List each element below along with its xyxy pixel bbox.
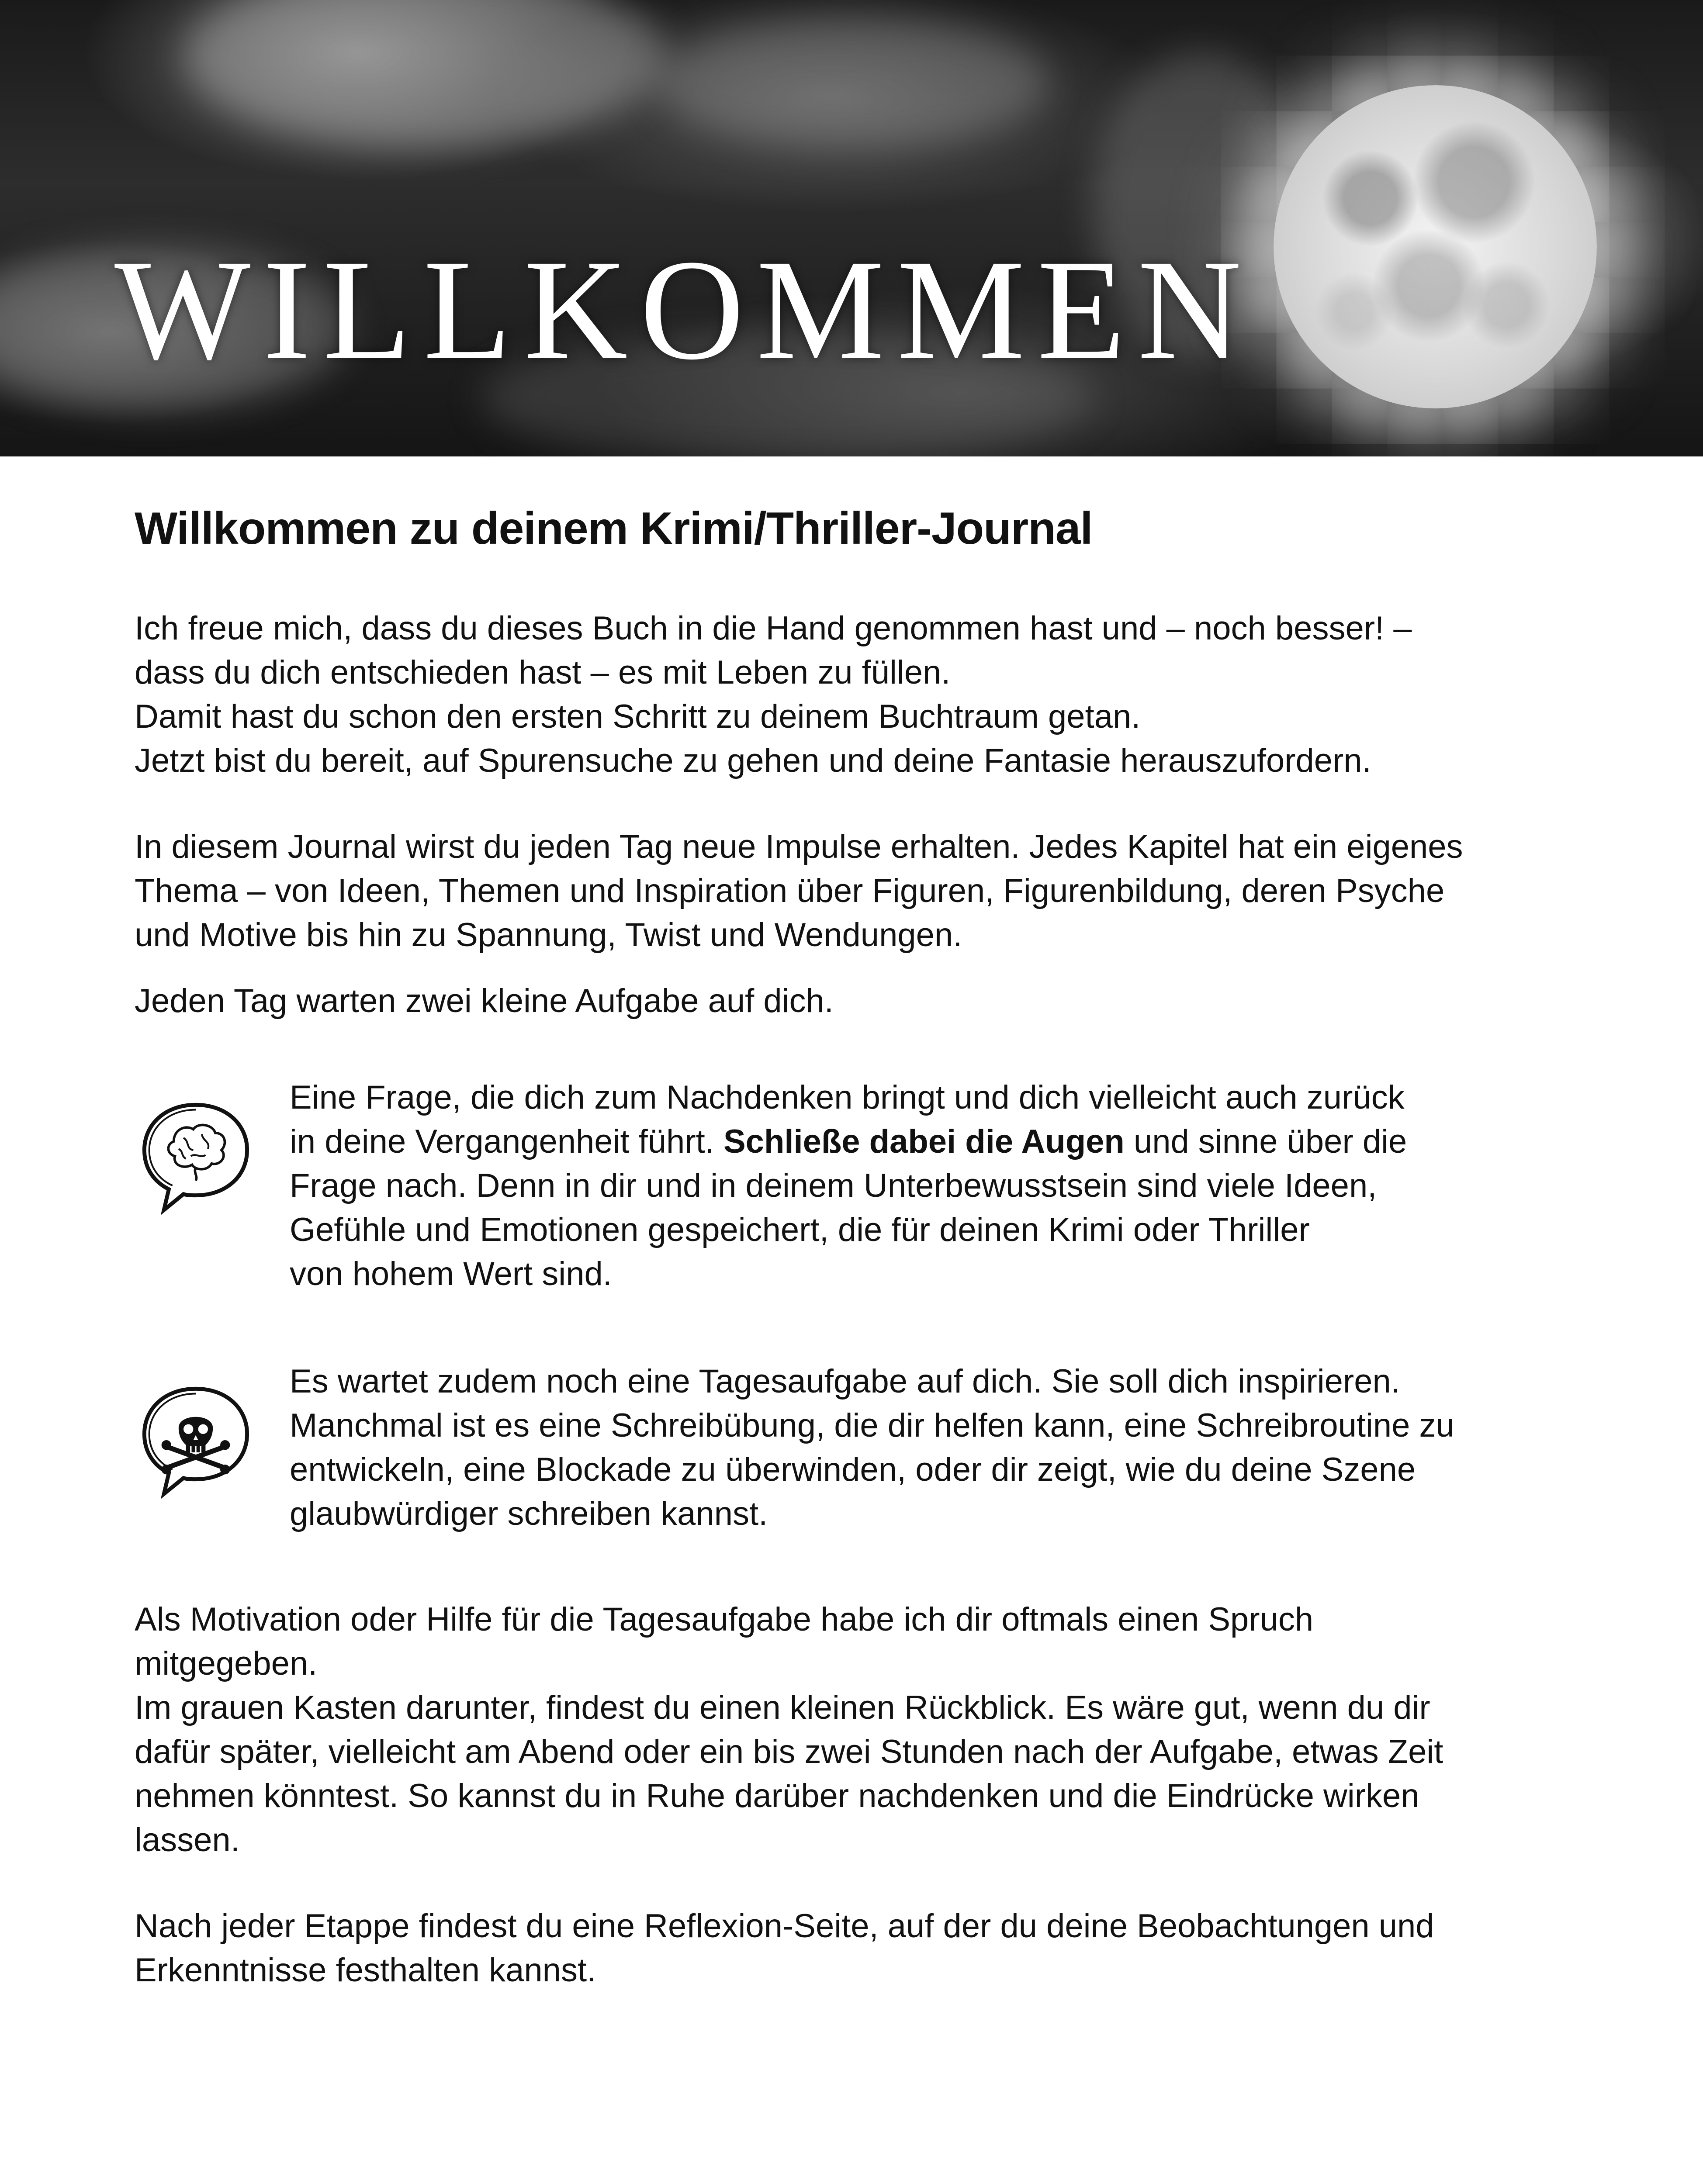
task-question-text [290,1075,1557,1296]
text-line: Eine Frage, die dich zum Nachdenken bringt und dich vielleicht auch zurück [290,1079,1405,1116]
text-line: mitgegeben. [135,1645,318,1682]
daily-paragraph [135,979,1572,1023]
text-line: von hohem Wert sind. [290,1255,612,1292]
text-line: Im grauen Kasten darunter, findest du einen kleinen Rückblick. Es wäre gut, wenn du dir [135,1689,1430,1726]
moon-image [1274,85,1597,408]
text-segment: in deine Vergangenheit führt. [290,1123,723,1160]
text-line [290,1120,1557,1164]
text-line: Als Motivation oder Hilfe für die Tagesaufgabe habe ich dir oftmals einen Spruch [135,1601,1314,1638]
task-daily [135,1359,1572,1597]
page-heading: Willkommen zu deinem Krimi/Thriller-Journal [135,503,1093,554]
motivation-paragraph [135,1597,1572,1862]
task-daily-text [290,1359,1557,1536]
skull-speech-bubble-icon [135,1379,257,1501]
text-line: lassen. [135,1821,240,1859]
text-line: nehmen könntest. So kannst du in Ruhe darüber nachdenken und die Eindrücke wirken [135,1777,1419,1814]
brain-speech-bubble-icon [135,1095,257,1217]
header-title: WILLKOMMEN [114,230,1254,390]
reflection-paragraph [135,1904,1572,1992]
text-segment: und sinne über die [1124,1123,1407,1160]
text-line: Manchmal ist es eine Schreibübung, die dir helfen kann, eine Schreibroutine zu [290,1407,1454,1444]
text-line: entwickeln, eine Blockade zu überwinden, oder dir zeigt, wie du deine Szene [290,1451,1416,1488]
text-line: Jeden Tag warten zwei kleine Aufgabe auf dich. [135,982,834,1019]
header-banner [0,0,1703,456]
text-line: Damit hast du schon den ersten Schritt zu deinem Buchtraum getan. [135,698,1141,735]
text-line: Frage nach. Denn in dir und in deinem Unterbewusstsein sind viele Ideen, [290,1167,1377,1204]
main-content [135,498,1572,1992]
text-line: dafür später, vielleicht am Abend oder ein bis zwei Stunden nach der Aufgabe, etwas Zeit [135,1733,1443,1770]
text-line: Erkenntnisse festhalten kannst. [135,1952,596,1989]
journal-paragraph [135,825,1572,957]
task-question [135,1075,1572,1359]
text-line: und Motive bis hin zu Spannung, Twist und Wendungen. [135,916,962,954]
text-line: In diesem Journal wirst du jeden Tag neue Impulse erhalten. Jedes Kapitel hat ein eigenes [135,828,1463,865]
text-line: Ich freue mich, dass du dieses Buch in die Hand genommen hast und – noch besser! – [135,610,1412,647]
bold-emphasis: Schließe dabei die Augen [723,1123,1125,1160]
text-line: Jetzt bist du bereit, auf Spurensuche zu gehen und deine Fantasie herauszufordern. [135,742,1371,779]
text-line: Thema – von Ideen, Themen und Inspiration über Figuren, Figurenbildung, deren Psyche [135,872,1445,909]
text-line: dass du dich entschieden hast – es mit Leben zu füllen. [135,654,951,691]
text-line: Gefühle und Emotionen gespeichert, die für deinen Krimi oder Thriller [290,1211,1310,1248]
text-line: Es wartet zudem noch eine Tagesaufgabe auf dich. Sie soll dich inspirieren. [290,1363,1400,1400]
intro-paragraph [135,606,1572,783]
text-line: Nach jeder Etappe findest du eine Reflexion-Seite, auf der du deine Beobachtungen und [135,1908,1434,1945]
text-line: glaubwürdiger schreiben kannst. [290,1495,768,1532]
